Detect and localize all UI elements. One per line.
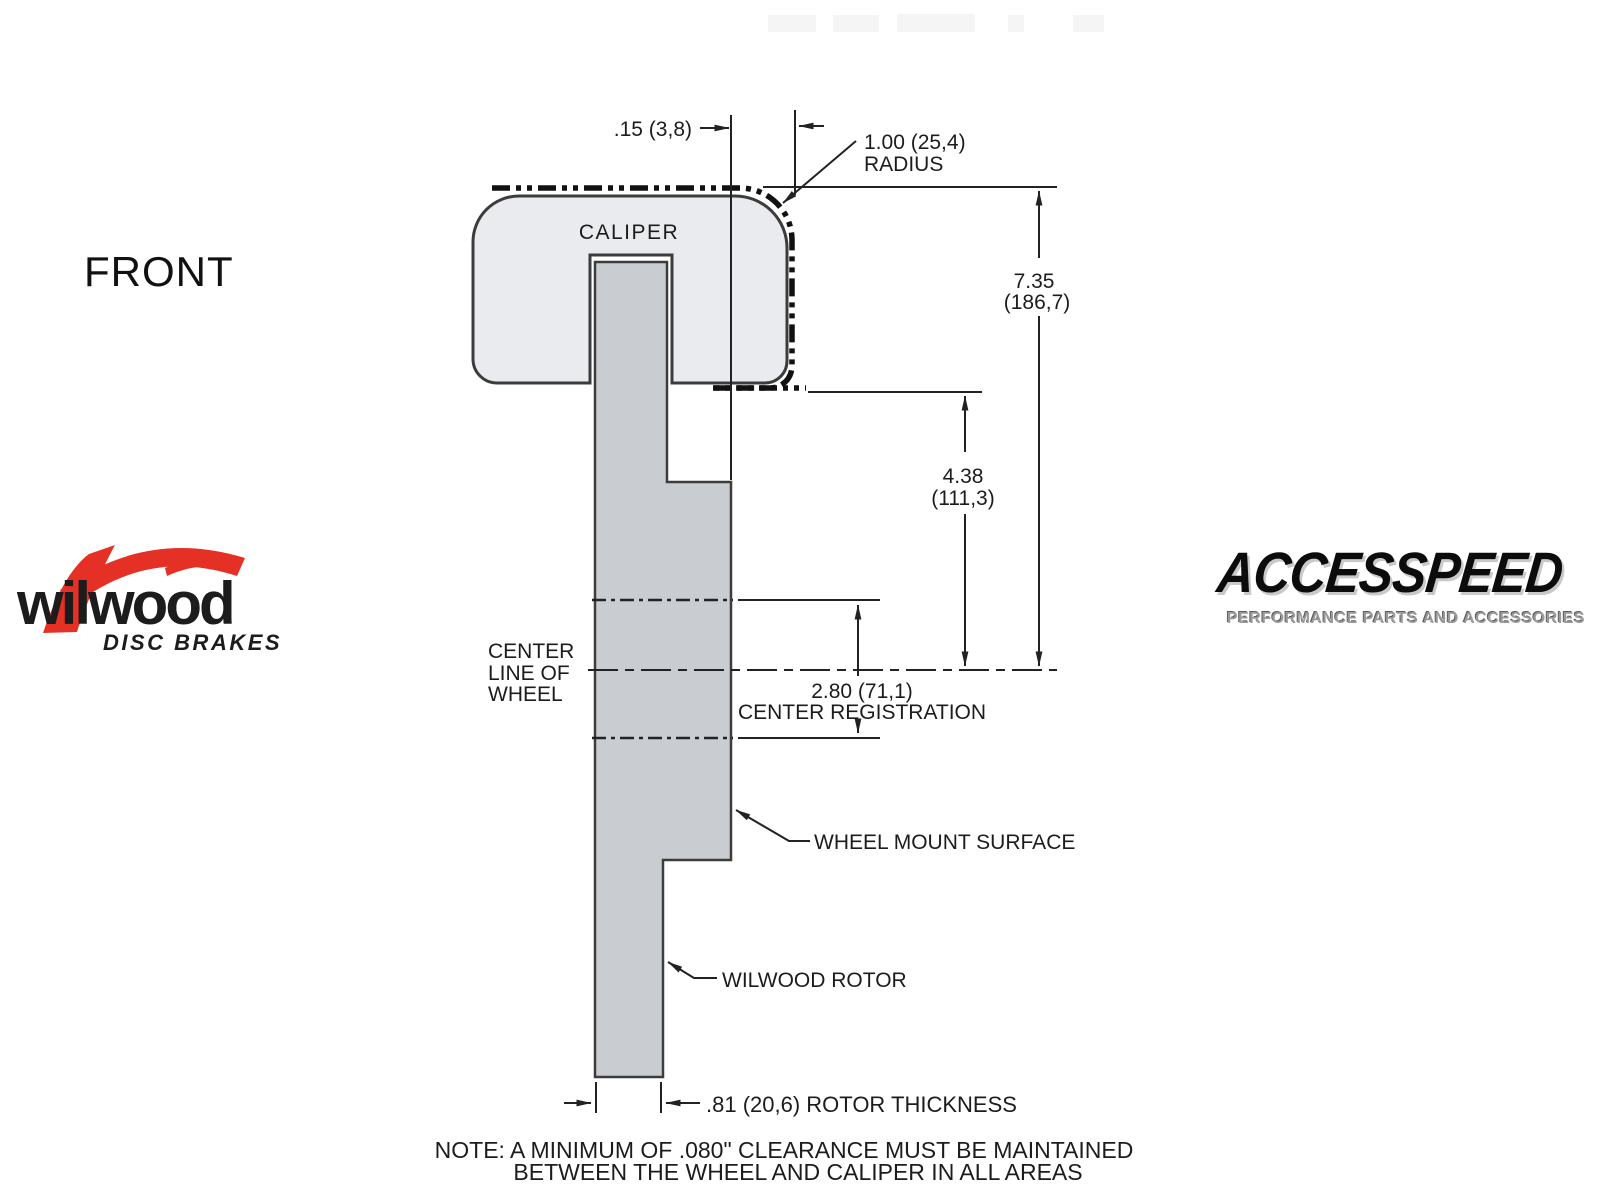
- height-dim-inches: 7.35: [1013, 270, 1055, 293]
- wilwood-wordmark: wilwood: [17, 570, 233, 637]
- centerline-label-line1: CENTER: [488, 640, 575, 663]
- rotor-leader-line: [668, 962, 717, 978]
- wilwood-logo: [15, 528, 325, 658]
- accesspeed-logo: [1206, 536, 1600, 628]
- rotor-label: WILWOOD ROTOR: [722, 969, 907, 992]
- front-view-label: FRONT: [84, 248, 234, 295]
- thickness-dim-label: .81 (20,6) ROTOR THICKNESS: [706, 1092, 1017, 1117]
- centerline-label-line2: LINE OF: [488, 662, 570, 685]
- caliper-label: CALIPER: [578, 221, 680, 244]
- height-dim-mm: (186,7): [1003, 291, 1071, 314]
- note-line1: NOTE: A MINIMUM OF .080" CLEARANCE MUST BE MAINTAINED: [434, 1137, 1134, 1163]
- radius-dim-label: RADIUS: [864, 153, 944, 176]
- wheel-mount-leader-line: [736, 810, 810, 841]
- note-line2: BETWEEN THE WHEEL AND CALIPER IN ALL AREAS: [513, 1159, 1083, 1185]
- mount-dim-inches: 4.38: [942, 465, 984, 488]
- wheel-mount-label: WHEEL MOUNT SURFACE: [814, 831, 1076, 854]
- registration-dim-value: 2.80 (71,1): [811, 680, 913, 703]
- accesspeed-wordmark: ACCESSPEED: [1214, 541, 1566, 605]
- wilwood-logo-art: [15, 528, 325, 658]
- centerline-label-line3: WHEEL: [488, 683, 563, 706]
- mount-dim-mm: (111,3): [931, 487, 995, 510]
- registration-dim-label: CENTER REGISTRATION: [737, 701, 987, 724]
- accesspeed-tagline: PERFORMANCE PARTS AND ACCESSORIES: [1226, 610, 1586, 627]
- wilwood-tagline: DISC BRAKES: [103, 630, 283, 655]
- radius-dim-value: 1.00 (25,4): [864, 131, 966, 154]
- clearance-dim-label: .15 (3,8): [613, 118, 692, 141]
- radius-leader-line: [783, 141, 856, 203]
